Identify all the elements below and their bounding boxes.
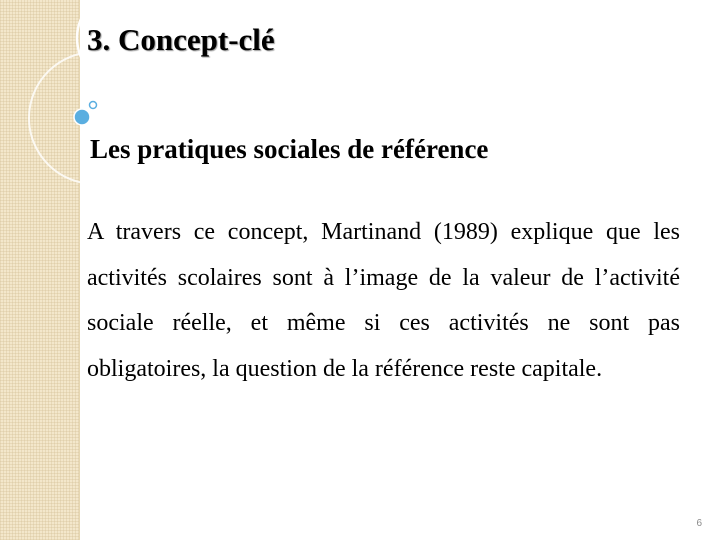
slide-body-text: A travers ce concept, Martinand (1989) explique que les activités scolaires sont à l’image de la valeur de l’activité sociale réelle, et même si ces activités ne sont pas obligatoires, la question de la référence reste capitale. — [87, 219, 680, 382]
page-number: 6 — [696, 518, 702, 529]
bullet-dot-small — [90, 102, 97, 109]
slide-title: 3. Concept-clé — [87, 22, 275, 57]
decorative-sidebar — [0, 0, 80, 540]
slide-subtitle: Les pratiques sociales de référence — [90, 134, 489, 164]
